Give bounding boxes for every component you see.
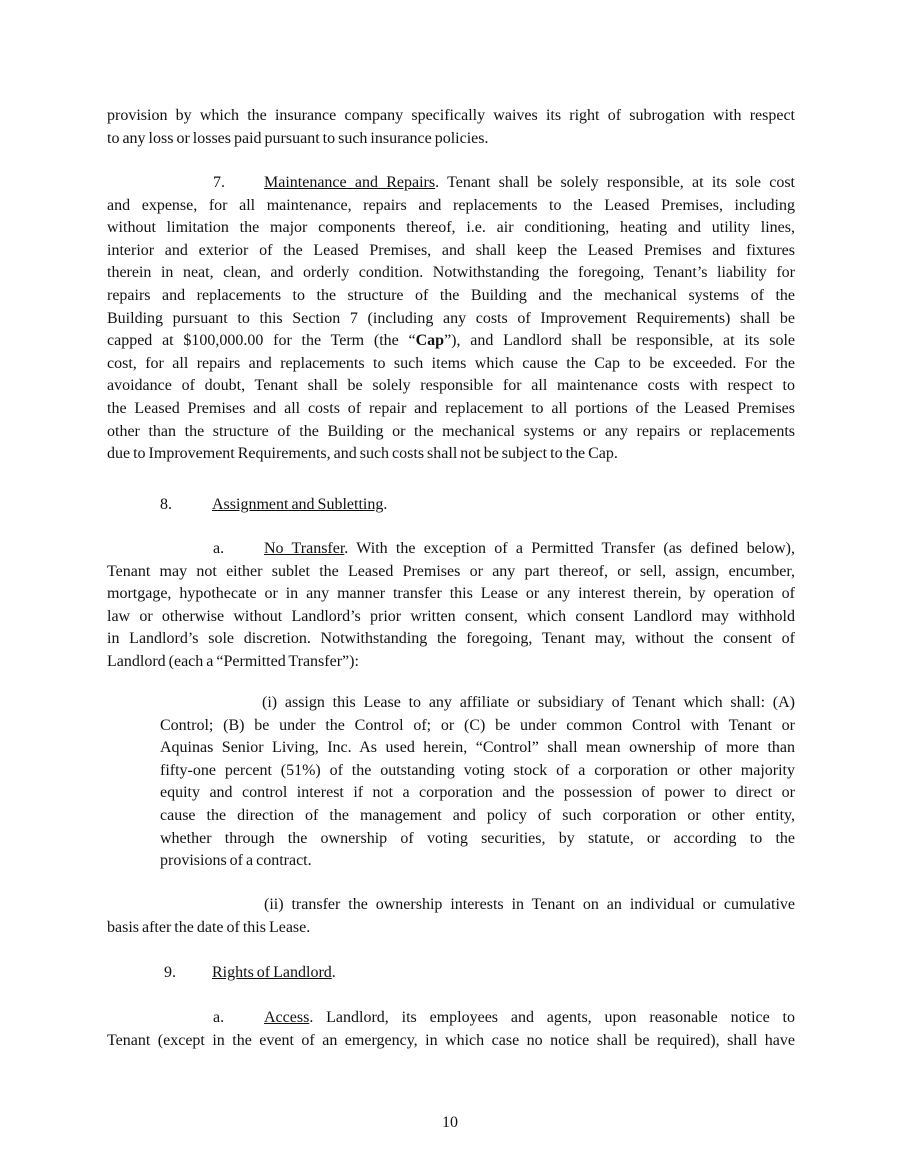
paragraph-line: to any loss or losses paid pursuant to such insurance policies. bbox=[107, 129, 489, 147]
paragraph-line: the Leased Premises and all costs of repair and replacement to all portions of the Leased Premises bbox=[107, 399, 795, 417]
paragraph-line: interior and exterior of the Leased Premises, and shall keep the Leased Premises and fixtures bbox=[107, 241, 795, 259]
paragraph-line: in Landlord’s sole discretion. Notwithstanding the foregoing, Tenant may, without the consent of bbox=[107, 630, 795, 648]
paragraph-line: cause the direction of the management and policy of such corporation or other entity, bbox=[160, 806, 795, 824]
paragraph-line: other than the structure of the Building or the mechanical systems or any repairs or replacements bbox=[107, 422, 795, 440]
paragraph-line bbox=[107, 172, 795, 195]
line-text: capped at $100,000.00 for the Term (the “ bbox=[107, 332, 416, 350]
section-number: a. bbox=[213, 1009, 225, 1026]
paragraph-line: therein in neat, clean, and orderly condition. Notwithstanding the foregoing, Tenant’s liability for bbox=[107, 264, 795, 282]
paragraph-pi bbox=[160, 692, 795, 873]
section-number: 7. bbox=[213, 174, 225, 191]
defined-term: Cap bbox=[415, 332, 445, 350]
paragraph-line: without limitation the major components thereof, i.e. air conditioning, heating and utility lines, bbox=[107, 219, 795, 237]
paragraph-p8a bbox=[107, 538, 795, 674]
paragraph-line bbox=[107, 494, 795, 517]
section-heading: No Transfer bbox=[264, 540, 345, 557]
paragraph-line bbox=[107, 1007, 795, 1030]
section-heading: Access bbox=[264, 1009, 310, 1026]
section-heading: Rights of Landlord bbox=[212, 964, 332, 981]
section-number: 9. bbox=[164, 964, 176, 981]
section-number: a. bbox=[213, 540, 225, 557]
paragraph-line: whether through the ownership of voting securities, by statute, or according to the bbox=[160, 829, 795, 847]
paragraph-p9a bbox=[107, 1007, 795, 1052]
line-text: . bbox=[383, 496, 388, 513]
paragraph-line: mortgage, hypothecate or in any manner transfer this Lease or any interest therein, by operation of bbox=[107, 585, 795, 603]
paragraph-line: (i) assign this Lease to any affiliate or subsidiary of Tenant which shall: (A) bbox=[262, 694, 795, 711]
paragraph-line: Tenant (except in the event of an emergency, in which case no notice shall be required), shall have bbox=[107, 1031, 795, 1049]
line-text: . Landlord, its employees and agents, upon reasonable notice to bbox=[309, 1009, 795, 1026]
paragraph-p8 bbox=[107, 494, 795, 517]
paragraph-line: repairs and replacements to the structure of the Building and the mechanical systems of the bbox=[107, 286, 795, 304]
section-heading: Maintenance and Repairs bbox=[264, 174, 436, 191]
line-text: . Tenant shall be solely responsible, at its sole cost bbox=[435, 174, 795, 191]
paragraph-p7 bbox=[107, 172, 795, 466]
paragraph-line: basis after the date of this Lease. bbox=[107, 918, 311, 936]
paragraph-line bbox=[107, 538, 795, 561]
paragraph-line bbox=[107, 962, 795, 985]
paragraph-line: Tenant may not either sublet the Leased Premises or any part thereof, or sell, assign, encumber, bbox=[107, 562, 795, 580]
paragraph-line: fifty-one percent (51%) of the outstanding voting stock of a corporation or other majority bbox=[160, 761, 795, 779]
line-text: . bbox=[331, 964, 336, 981]
paragraph-line: cost, for all repairs and replacements to such items which cause the Cap to be exceeded. For the bbox=[107, 354, 795, 372]
line-text: . With the exception of a Permitted Transfer (as defined below), bbox=[344, 540, 795, 557]
paragraph-line: avoidance of doubt, Tenant shall be solely responsible for all maintenance costs with respect to bbox=[107, 377, 795, 395]
paragraph-line: and expense, for all maintenance, repairs and replacements to the Leased Premises, including bbox=[107, 196, 795, 214]
section-number: 8. bbox=[160, 496, 172, 513]
paragraph-line: (ii) transfer the ownership interests in Tenant on an individual or cumulative bbox=[264, 896, 795, 913]
paragraph-line: provision by which the insurance company specifically waives its right of subrogation with respect bbox=[107, 107, 795, 124]
paragraph-line: due to Improvement Requirements, and such costs shall not be subject to the Cap. bbox=[107, 445, 618, 463]
paragraph-line: Landlord (each a “Permitted Transfer”): bbox=[107, 652, 359, 670]
paragraph-line: equity and control interest if not a corporation and the possession of power to direct or bbox=[160, 784, 795, 802]
paragraph-line bbox=[107, 330, 795, 353]
paragraph-p0 bbox=[107, 105, 795, 150]
paragraph-line: Building pursuant to this Section 7 (including any costs of Improvement Requirements) shall be bbox=[107, 309, 795, 327]
paragraph-pii bbox=[107, 894, 795, 939]
section-heading: Assignment and Subletting bbox=[212, 496, 384, 513]
paragraph-line: provisions of a contract. bbox=[160, 852, 312, 870]
paragraph-p9 bbox=[107, 962, 795, 985]
page-number: 10 bbox=[442, 1114, 458, 1131]
line-text: ”), and Landlord shall be responsible, at its sole bbox=[444, 332, 795, 350]
paragraph-line: Aquinas Senior Living, Inc. As used herein, “Control” shall mean ownership of more than bbox=[160, 739, 795, 757]
paragraph-line: Control; (B) be under the Control of; or (C) be under common Control with Tenant or bbox=[160, 716, 795, 734]
paragraph-line: law or otherwise without Landlord’s prior written consent, which consent Landlord may withhold bbox=[107, 607, 795, 625]
